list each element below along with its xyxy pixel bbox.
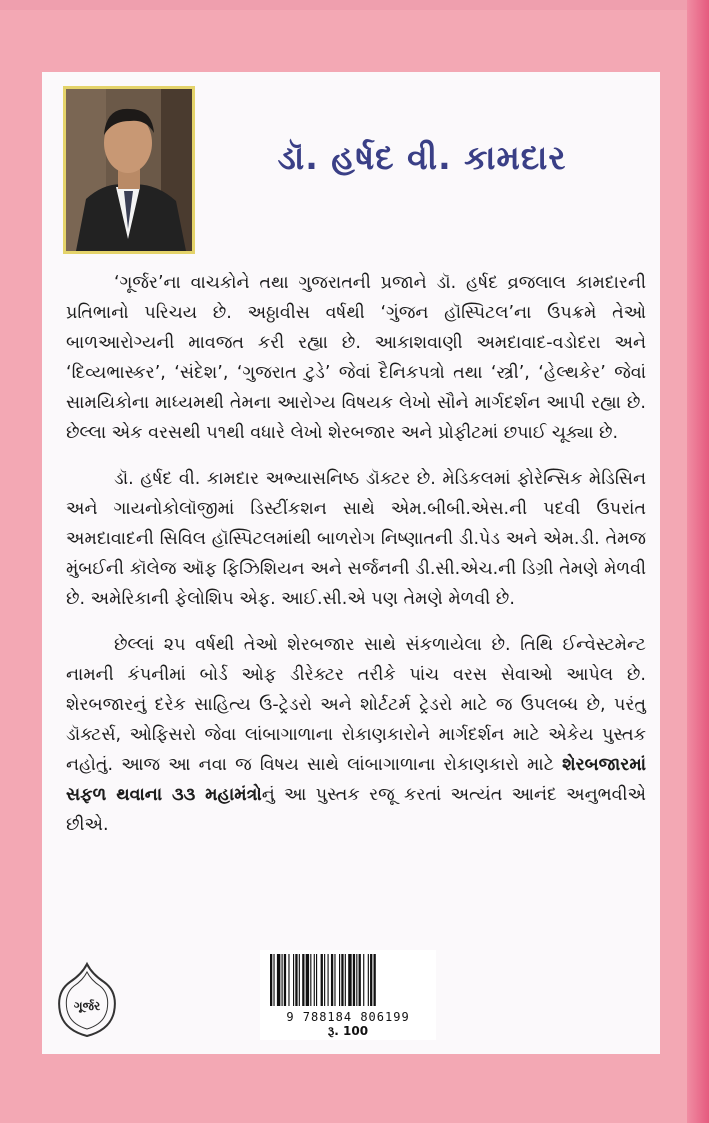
bio-paragraph-3-end: નું આ પુસ્તક રજૂ કરતાં અત્યંત આનંદ અનુભવીએ છીએ. — [66, 785, 646, 835]
isbn-barcode — [260, 950, 436, 1008]
isbn-number: 9 788184 806199 — [286, 1010, 410, 1024]
back-cover-panel — [42, 72, 660, 1054]
cover-top-edge — [0, 0, 709, 10]
author-photo — [63, 86, 195, 254]
bio-paragraph-1: ‘ગૂર્જર’ના વાચકોને તથા ગુજરાતની પ્રજાને ડૉ. હર્ષદ વ્રજલાલ કામદારની પ્રતિભાનો પરિચય છે. અઠ્ઠાવીસ વર્ષથી ‘ગુંજન હૉસ્પિટલ’ના ઉપક્રમે તેઓ બાળઆરોગ્યની માવજત કરી રહ્યા છે. આકાશવાણી અમદાવાદ-વડોદરા અને ‘દિવ્યભાસ્કર’, ‘સંદેશ’, ‘ગુજરાત ટુડે’ જેવાં દૈનિકપત્રો તથા ‘સ્ત્રી’, ‘હેલ્થકેર’ જેવાં સામયિકોના માધ્યમથી તેમના આરોગ્ય વિષયક લેખો સૌને માર્ગદર્શન આપી રહ્યા છે. છેલ્લા એક વરસથી ૫૧થી વધારે લેખો શેરબજાર અને પ્રોફીટમાં છપાઈ ચૂક્યા છે. — [66, 273, 646, 443]
author-bio — [66, 268, 646, 856]
publisher-logo-text: ગૂર્જર — [73, 999, 101, 1013]
author-portrait-icon — [66, 89, 192, 251]
book-price: રૂ. 100 — [327, 1024, 369, 1038]
cover-spine-edge — [687, 0, 709, 1123]
publisher-logo — [52, 960, 122, 1040]
bio-paragraph-3 — [66, 630, 646, 840]
author-name: ડૉ. હર્ષદ વી. કામદાર — [277, 138, 567, 177]
bio-paragraph-2: ડૉ. હર્ષદ વી. કામદાર અભ્યાસનિષ્ઠ ડૉક્ટર છે. મેડિકલમાં ફોરેન્સિક મેડિસિન અને ગાયનોકોલૉજીમાં ડિસ્ટીંકશન સાથે એમ.બીબી.એસ.ની પદવી ઉપરાંત અમદાવાદની સિવિલ હૉસ્પિટલમાંથી બાળરોગ નિષ્ણાતની ડી.પેડ અને એમ.ડી. તેમજ મુંબઈની કૉલેજ ઑફ ફિઝિશિયન અને સર્જનની ડી.સી.એચ.ની ડિગ્રી તેમણે મેળવી છે. અમેરિકાની ફેલોશિપ એફ. આઈ.સી.એ પણ તેમણે મેળવી છે. — [66, 469, 646, 609]
bio-paragraph-3-text: છેલ્લાં ૨૫ વર્ષથી તેઓ શેરબજાર સાથે સંકળાયેલા છે. તિથિ ઈન્વેસ્ટમેન્ટ નામની કંપનીમાં બોર્ડ ઓફ ડીરેક્ટર તરીકે પાંચ વરસ સેવાઓ આપેલ છે. શેરબજારનું દરેક સાહિત્ય ઉ-ટ્રેડરો અને શોર્ટટર્મ ટ્રેડરો માટે જ ઉપલબ્ધ છે, પરંતુ ડૉક્ટર્સ, ઓફિસરો જેવા લાંબાગાળાના રોકાણકારોને માર્ગદર્શન માટે એકેય પુસ્તક નહોતું. આજ આ નવા જ વિષય સાથે લાંબાગાળાના રોકાણકારો માટે — [66, 635, 646, 775]
barcode-area — [260, 950, 436, 1040]
publisher-emblem-icon — [52, 960, 122, 1040]
book-title-highlight: શેરબજારમાં સફળ થવાના ૩૩ મહામંત્રો — [66, 755, 646, 805]
